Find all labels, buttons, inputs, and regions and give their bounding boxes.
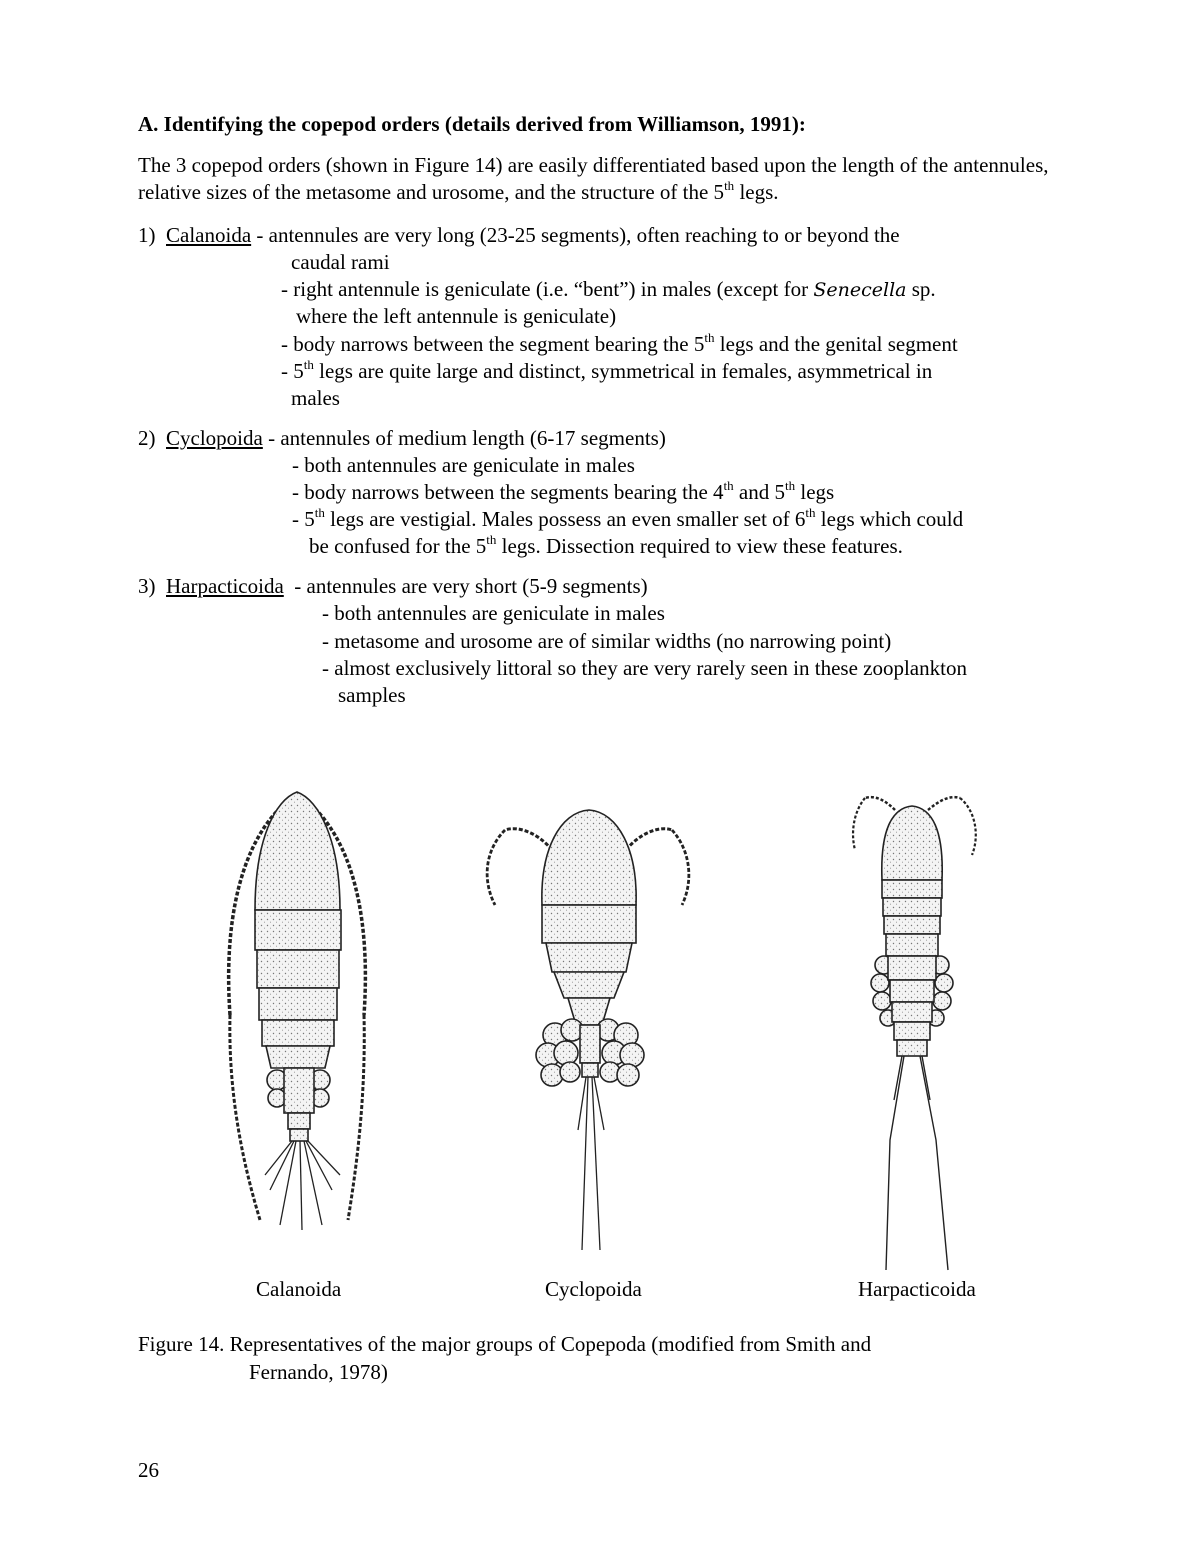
intro-paragraph bbox=[138, 152, 1098, 206]
superscript: th bbox=[303, 357, 314, 372]
order-1-line-2: caudal rami bbox=[291, 250, 390, 274]
intro-text-end: legs. bbox=[734, 180, 779, 204]
order-1-line-4: where the left antennule is geniculate) bbox=[296, 304, 617, 328]
superscript: th bbox=[314, 505, 325, 520]
section-heading: A. Identifying the copepod orders (details derived from Williamson, 1991): bbox=[138, 112, 806, 136]
order-2-line-5 bbox=[309, 533, 903, 560]
order-3-line-5: samples bbox=[338, 683, 406, 707]
order-point: - antennules are very short (5-9 segments) bbox=[294, 574, 648, 598]
order-2-line-3 bbox=[292, 479, 834, 506]
order-1-line-7: males bbox=[291, 386, 340, 410]
order-point: - body narrows between the segments bearing the 4 bbox=[292, 480, 724, 504]
superscript: th bbox=[704, 330, 715, 345]
order-name-harpacticoida: Harpacticoida bbox=[166, 574, 284, 598]
order-1-line-5 bbox=[281, 331, 958, 358]
order-point: be confused for the 5 bbox=[309, 534, 487, 558]
species-name: Senecella bbox=[813, 279, 907, 301]
order-number: 1) bbox=[138, 223, 156, 247]
caption-line-1: Figure 14. Representatives of the major groups of Copepoda (modified from Smith and bbox=[138, 1332, 872, 1356]
harpacticoida-drawing bbox=[853, 797, 976, 1270]
order-1-line-1 bbox=[138, 222, 900, 249]
superscript: th bbox=[785, 478, 796, 493]
order-name-calanoida: Calanoida bbox=[166, 223, 252, 247]
order-point-end: legs are quite large and distinct, symmetrical in females, asymmetrical in bbox=[313, 359, 933, 383]
figure-label-calanoida: Calanoida bbox=[256, 1277, 342, 1301]
order-point-end: legs which could bbox=[815, 507, 964, 531]
intro-superscript: th bbox=[724, 178, 735, 193]
superscript: th bbox=[805, 505, 816, 520]
order-3-line-4: - almost exclusively littoral so they are very rarely seen in these zooplankton bbox=[322, 656, 967, 680]
order-point: - 5 bbox=[292, 507, 315, 531]
order-point-end: sp. bbox=[906, 277, 936, 301]
page-number: 26 bbox=[138, 1458, 159, 1482]
order-number: 2) bbox=[138, 426, 156, 450]
order-2-line-1 bbox=[138, 425, 666, 452]
calanoida-drawing bbox=[229, 792, 366, 1230]
figure-label-harpacticoida: Harpacticoida bbox=[858, 1277, 976, 1301]
order-number: 3) bbox=[138, 574, 156, 598]
order-3-line-3: - metasome and urosome are of similar widths (no narrowing point) bbox=[322, 629, 892, 653]
order-1-line-6 bbox=[281, 358, 932, 385]
order-point-mid: and 5 bbox=[733, 480, 785, 504]
order-point-end: legs bbox=[795, 480, 835, 504]
order-name-cyclopoida: Cyclopoida bbox=[166, 426, 263, 450]
order-point: - antennules are very long (23-25 segments), often reaching to or beyond the bbox=[256, 223, 900, 247]
cyclopoida-drawing bbox=[487, 810, 689, 1250]
intro-text: The 3 copepod orders (shown in Figure 14) are easily differentiated based upon the length of the antennules, relative sizes of the metasome and urosome, and the structure of the 5 bbox=[138, 153, 1049, 204]
order-point-mid: legs are vestigial. Males possess an even smaller set of 6 bbox=[324, 507, 806, 531]
order-1-line-3 bbox=[281, 276, 936, 304]
order-3-line-1 bbox=[138, 573, 648, 600]
order-point-end: legs. Dissection required to view these features. bbox=[496, 534, 903, 558]
order-3-line-2: - both antennules are geniculate in males bbox=[322, 601, 665, 625]
figure-label-cyclopoida: Cyclopoida bbox=[545, 1277, 642, 1301]
order-point: - right antennule is geniculate (i.e. “bent”) in males (except for bbox=[281, 277, 814, 301]
figure-caption bbox=[138, 1330, 871, 1386]
caption-line-2: Fernando, 1978) bbox=[249, 1360, 388, 1384]
order-2-line-2: - both antennules are geniculate in males bbox=[292, 453, 635, 477]
order-point: - 5 bbox=[281, 359, 304, 383]
order-point: - antennules of medium length (6-17 segments) bbox=[268, 426, 666, 450]
copepod-figure bbox=[200, 780, 1040, 1280]
order-2-line-4 bbox=[292, 506, 963, 533]
superscript: th bbox=[486, 532, 497, 547]
superscript: th bbox=[723, 478, 734, 493]
order-point: - body narrows between the segment bearing the 5 bbox=[281, 332, 705, 356]
order-point-end: legs and the genital segment bbox=[714, 332, 958, 356]
